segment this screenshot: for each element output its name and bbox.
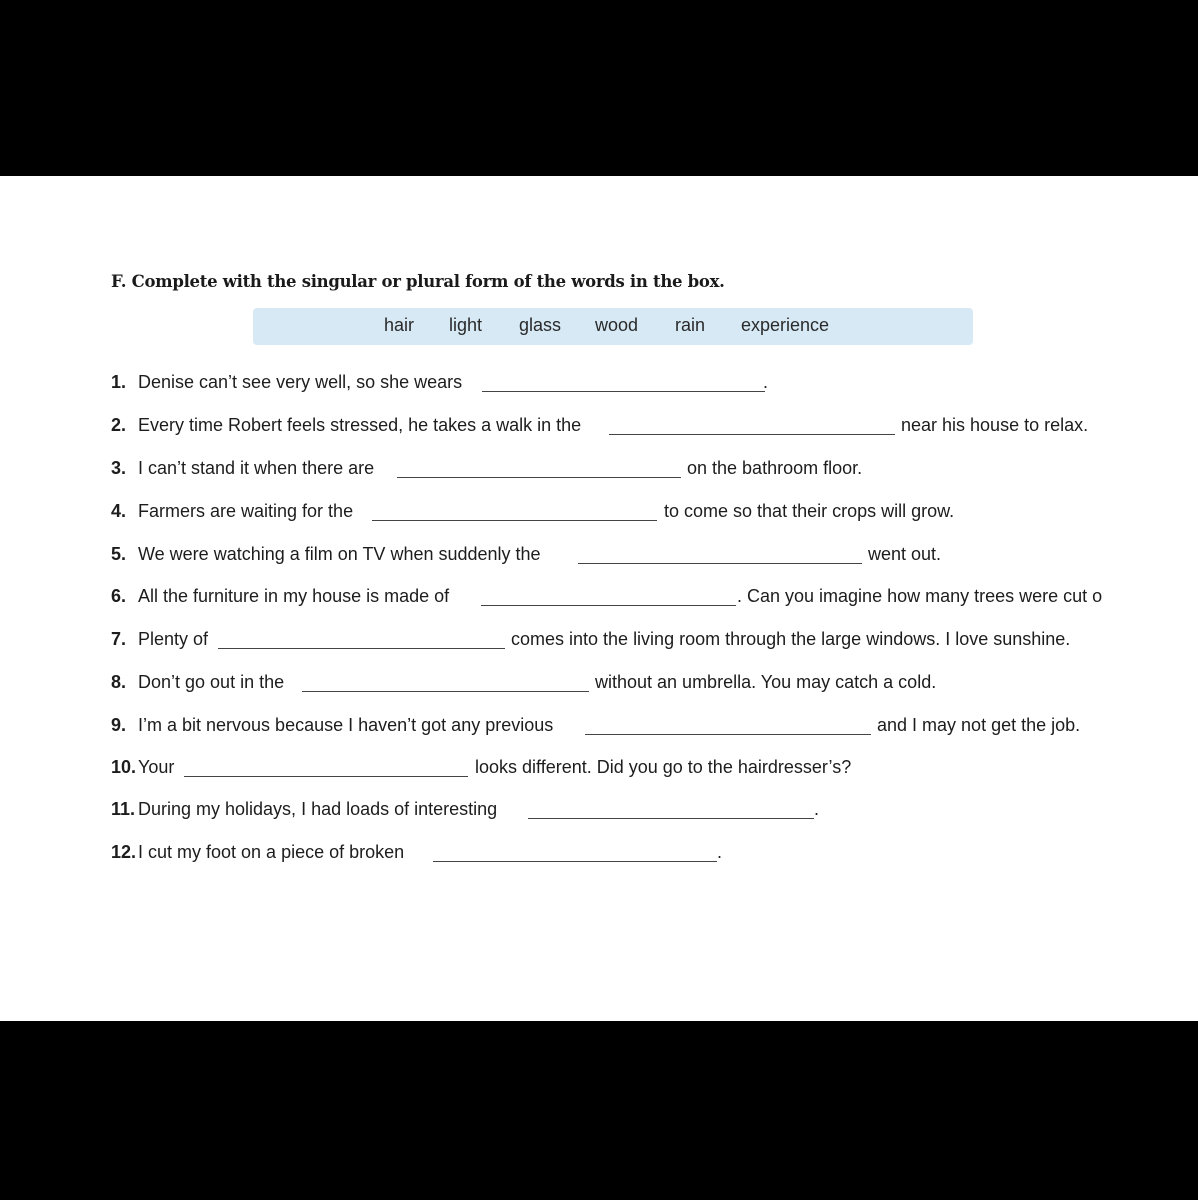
answer-blank[interactable]	[433, 842, 717, 862]
word-box-item: hair	[384, 315, 415, 335]
exercise-item	[111, 586, 1198, 612]
item-text-before: I’m a bit nervous because I haven’t got any previous	[138, 715, 554, 735]
item-number: 8.	[111, 672, 127, 692]
item-text-after: .	[814, 799, 820, 819]
answer-blank[interactable]	[609, 415, 895, 435]
word-box-item: glass	[519, 315, 562, 335]
item-number: 6.	[111, 586, 127, 606]
item-text-after: .	[717, 842, 723, 862]
item-text-before: During my holidays, I had loads of interesting	[138, 799, 498, 819]
answer-blank[interactable]	[482, 372, 765, 392]
exercise-item	[111, 629, 1198, 655]
item-text-after: without an umbrella. You may catch a cold.	[595, 672, 937, 692]
item-number: 7.	[111, 629, 127, 649]
item-text-before: Denise can’t see very well, so she wears	[138, 372, 463, 392]
item-text-before: Farmers are waiting for the	[138, 501, 354, 521]
item-number: 4.	[111, 501, 127, 521]
exercise-item	[111, 544, 1198, 570]
item-number: 1.	[111, 372, 127, 392]
answer-blank[interactable]	[578, 544, 862, 564]
exercise-item	[111, 799, 1198, 825]
word-box	[253, 308, 973, 345]
item-text-before: I can’t stand it when there are	[138, 458, 375, 478]
answer-blank[interactable]	[528, 799, 814, 819]
answer-blank[interactable]	[184, 757, 468, 777]
item-text-after: near his house to relax.	[901, 415, 1089, 435]
word-box-item: wood	[595, 315, 639, 335]
item-text-after: went out.	[868, 544, 942, 564]
item-text-before: We were watching a film on TV when suddenly the	[138, 544, 541, 564]
item-number: 11.	[111, 799, 136, 819]
exercise-item	[111, 715, 1198, 741]
item-text-after: . Can you imagine how many trees were cut o	[737, 586, 1103, 606]
item-text-before: Your	[138, 757, 175, 777]
item-number: 3.	[111, 458, 127, 478]
item-number: 12.	[111, 842, 137, 862]
answer-blank[interactable]	[302, 672, 589, 692]
answer-blank[interactable]	[372, 501, 657, 521]
exercise-item	[111, 372, 1198, 398]
item-text-before: All the furniture in my house is made of	[138, 586, 450, 606]
answer-blank[interactable]	[585, 715, 871, 735]
exercise-item	[111, 842, 1198, 868]
answer-blank[interactable]	[481, 586, 736, 606]
worksheet-page	[0, 176, 1198, 1021]
word-box-item: rain	[675, 315, 706, 335]
item-text-after: on the bathroom floor.	[687, 458, 863, 478]
item-text-before: Every time Robert feels stressed, he takes a walk in the	[138, 415, 582, 435]
answer-blank[interactable]	[218, 629, 505, 649]
item-number: 5.	[111, 544, 127, 564]
item-number: 10.	[111, 757, 137, 777]
item-text-after: looks different. Did you go to the hairdresser’s?	[475, 757, 852, 777]
exercise-item	[111, 501, 1198, 527]
item-text-after: and I may not get the job.	[877, 715, 1081, 735]
item-text-after: to come so that their crops will grow.	[664, 501, 955, 521]
exercise-item	[111, 415, 1198, 441]
exercise-item	[111, 672, 1198, 698]
word-box-item: light	[449, 315, 483, 335]
item-text-after: .	[763, 372, 769, 392]
exercise-item	[111, 757, 1198, 783]
item-text-after: comes into the living room through the large windows. I love sunshine.	[511, 629, 1071, 649]
exercise-heading: F. Complete with the singular or plural form of the words in the box.	[111, 272, 725, 291]
item-text-before: Plenty of	[138, 629, 209, 649]
exercise-item	[111, 458, 1198, 484]
item-text-before: I cut my foot on a piece of broken	[138, 842, 405, 862]
item-text-before: Don’t go out in the	[138, 672, 285, 692]
item-number: 2.	[111, 415, 127, 435]
item-number: 9.	[111, 715, 127, 735]
answer-blank[interactable]	[397, 458, 681, 478]
word-box-item: experience	[741, 315, 830, 335]
